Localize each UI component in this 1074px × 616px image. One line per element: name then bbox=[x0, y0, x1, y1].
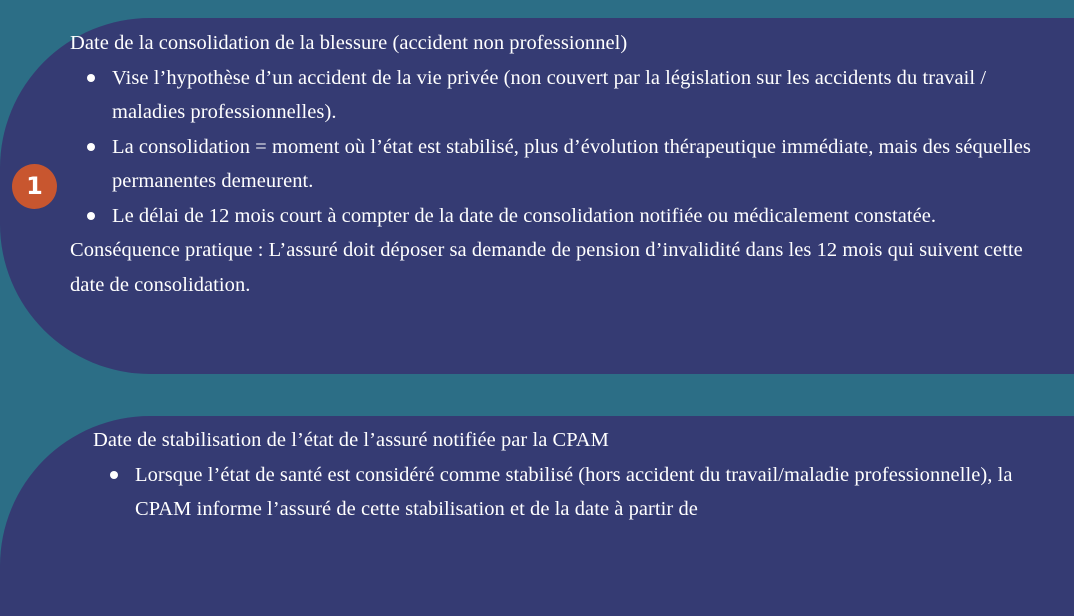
stabilisation-card bbox=[0, 416, 1074, 616]
consolidation-card bbox=[0, 18, 1074, 374]
consolidation-heading: Date de la consolidation de la blessure (accident non professionnel) bbox=[70, 32, 628, 54]
bullet-item: La consolidation = moment où l’état est stabilisé, plus d’évolution thérapeutique immédiate, mais des séquelles permanentes demeurent. bbox=[70, 130, 1034, 199]
bullet-item: Le délai de 12 mois court à compter de la date de consolidation notifiée ou médicalement constatée. bbox=[70, 199, 1034, 234]
consolidation-content bbox=[70, 26, 1034, 302]
consolidation-bullet-list bbox=[70, 61, 1034, 234]
step-number-badge: 1 bbox=[12, 164, 57, 209]
stabilisation-heading: Date de stabilisation de l’état de l’assuré notifiée par la CPAM bbox=[93, 429, 609, 451]
stabilisation-bullet-list bbox=[93, 458, 1034, 527]
consequence-text: Conséquence pratique : L’assuré doit déposer sa demande de pension d’invalidité dans les 12 mois qui suivent cette date de consolidation. bbox=[70, 239, 1023, 296]
bullet-item: Vise l’hypothèse d’un accident de la vie privée (non couvert par la législation sur les accidents du travail / maladies professionnelles). bbox=[70, 61, 1034, 130]
bullet-item: Lorsque l’état de santé est considéré comme stabilisé (hors accident du travail/maladie professionnelle), la CPAM informe l’assuré de cette stabilisation et de la date à partir de bbox=[93, 458, 1034, 527]
stabilisation-content bbox=[93, 423, 1034, 527]
